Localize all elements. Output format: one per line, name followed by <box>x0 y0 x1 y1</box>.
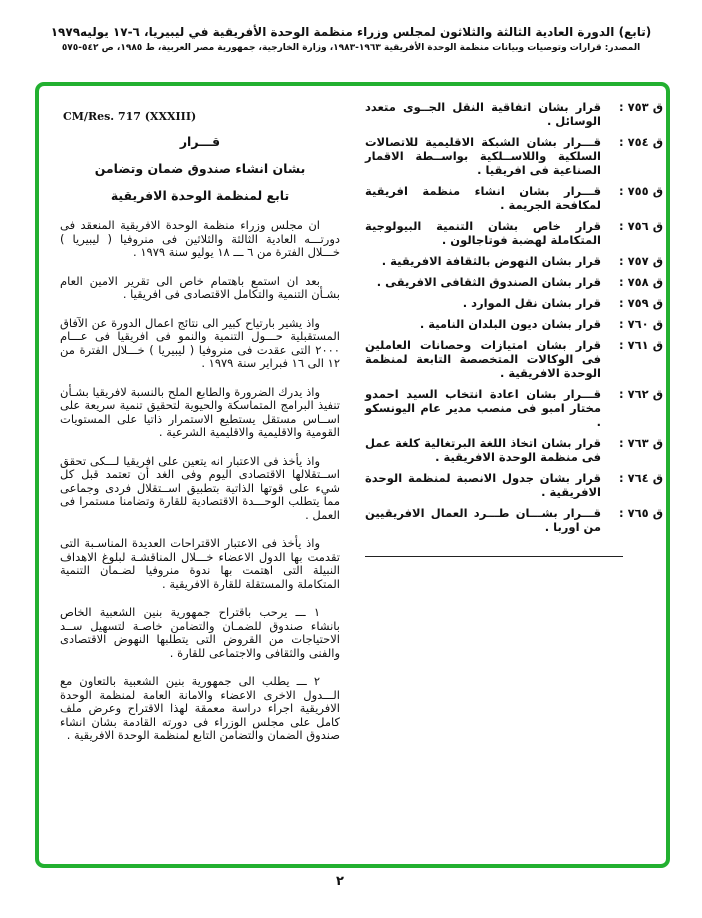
resolution-number: ق ٧٦٣ : <box>619 436 663 450</box>
resolution-title: قرار بشان اتخاذ اللغة البرتغالية كلغة عمل فى منظمة الوحدة الافريقية . <box>365 436 601 464</box>
resolution-number: ق ٧٥٧ : <box>619 254 663 268</box>
resolution-heading: قـــرار <box>179 134 221 149</box>
resolution-number: ق ٧٥٩ : <box>619 296 663 310</box>
resolution-title: قرار بشان اتفاقية النقل الجــوى متعدد الوسائل . <box>365 100 601 128</box>
resolution-title: قـــرار بشان اعادة انتخاب السيد احمدو مختار امبو فى منصب مدير عام اليونسكو . <box>365 387 601 429</box>
list-item <box>365 100 663 128</box>
resolution-body <box>60 134 340 743</box>
resolution-subject-2: تابع لمنظمة الوحدة الافريقية <box>110 188 290 203</box>
divider <box>365 556 623 557</box>
resolution-title: قرار بشان الصندوق الثقافى الافريقى . <box>376 275 601 289</box>
resolution-number: ق ٧٥٦ : <box>619 219 663 233</box>
list-item <box>365 184 663 212</box>
list-item <box>365 296 663 310</box>
page-number: ٢ <box>336 874 344 889</box>
list-item <box>365 135 663 177</box>
resolution-title: قـــرار بشان انشاء منظمة افريقية لمكافحة الجريمة . <box>365 184 601 212</box>
resolution-title: قرار بشان جدول الانصبة لمنظمة الوحدة الافريقية . <box>365 471 601 499</box>
page-header <box>10 24 692 54</box>
resolution-title: قرار بشان امتيازات وحصانات العاملين فى الوكالات المتخصصة التابعة لمنظمة الوحدة الافريقية . <box>365 338 601 380</box>
resolution-title: قرار بشان النهوض بالثقافة الافريقية . <box>381 254 601 268</box>
resolution-number: ق ٧٦٢ : <box>619 387 663 401</box>
list-item <box>365 436 663 464</box>
paragraph: واذ يدرك الضرورة والطابع الملح بالنسبة لافريقيا بشـأن تنفيذ البرامج المتماسكة والحيوية لتحقيق تنمية سريعة على اســاس مستقل يستطيع الاستمرار ذاتيا على المستويات القومية والاقليمية والاقليمية الشرعية . <box>60 384 340 439</box>
source-citation: المصدر: قرارات وتوصيات وبيانات منظمة الوحدة الأفريقية ١٩٦٣-١٩٨٣، وزارة الخارجية، جمهورية مصر العربية، ط ١٩٨٥، ص ٥٤٢-٥٧٥ <box>61 43 641 53</box>
resolution-number: ق ٧٦٠ : <box>619 317 663 331</box>
list-item <box>365 471 663 499</box>
resolution-title: قرار خاص بشان التنمية البيولوجية المتكاملة لهضبة فوتاجالون . <box>365 219 601 247</box>
list-item <box>365 506 663 534</box>
resolution-number: ق ٧٥٣ : <box>619 100 663 114</box>
paragraph: واذ يشير بارتياح كبير الى نتائج اعمال الدورة عن الآفاق المستقبلية حـــول التنمية والنمو فى افريقيا فى عـــام ٢٠٠٠ التى عقدت فى منروفيا ( ليبيريا ) خـــلال الفترة من ١٢ الى ١٦ فبراير سنة ١٩٧٩ . <box>60 315 340 370</box>
list-item <box>365 338 663 380</box>
list-item <box>365 275 663 289</box>
list-item <box>365 254 663 268</box>
paragraph: ٢ ـــ يطلب الى جمهورية بنين الشعبية بالتعاون مع الـــدول الاخرى الاعضاء والامانة العامة لمنظمة الوحدة الافريقية اجراء دراسة معمقة لهذا الاقتراح وعرض ملف كامل على مجلس الوزراء فى دورته القادمة بشان انشاء صندوق الضمان والتضامن التابع لمنظمة الوحدة الافريقية . <box>60 674 340 742</box>
resolution-title: قرار بشان نقل الموارد . <box>462 296 601 310</box>
resolution-number: ق ٧٥٨ : <box>619 275 663 289</box>
resolution-number: ق ٧٥٥ : <box>619 184 663 198</box>
paragraph: بعد ان استمع باهتمام خاص الى تقرير الامين العام بشـأن التنمية والتكامل الاقتصادى فى افريقيا . <box>60 273 340 301</box>
document-title: (تابع) الدورة العادية الثالثة والثلاثون لمجلس وزراء منظمة الوحدة الأفريقية في ليبيريا، ٦-١٧ يوليه١٩٧٩ <box>50 25 652 39</box>
resolution-title: قرار بشان ديون البلدان النامية . <box>419 317 601 331</box>
list-item <box>365 219 663 247</box>
resolution-number: ق ٧٦١ : <box>619 338 663 352</box>
paragraph: واذ يأخذ فى الاعتبار انه يتعين على افريقيا لـــكى تحقق اســتقلالها الاقتصادى اليوم وفى الغد أن تعتمد قبل كل شيء على قوتها الذاتية بتطبيق اســتقلال فردى وجماعى مما يتطلب الوحـــدة الاقتصادية للقارة وتضامنا مستمرا فى العمل . <box>60 453 340 522</box>
paragraph: ان مجلس وزراء منظمة الوحدة الافريقية المنعقد فى دورتـــه العادية الثالثة والثلاثين فى منروفيا ( ليبيريا ) خـــلال الفترة من ٦ ـــ ١٨ يوليو سنة ١٩٧٩ . <box>60 218 340 259</box>
resolution-title: قـــرار بشـــان طـــرد العمال الافريقيين من اوربا . <box>365 506 601 534</box>
resolution-reference: CM/Res. 717 (XXXIII) <box>63 110 197 123</box>
paragraph: ١ ـــ يرحب باقتراح جمهورية بنين الشعبية الخاص بانشاء صندوق للضمـان والتضامن خاصـة لتسهيل ســد الاحتياجات من القروض التى يتطلبها النهوض الاقتصادى والفنى والثقافى والاجتماعى للقارة . <box>60 605 340 660</box>
list-item <box>365 317 663 331</box>
resolution-number: ق ٧٦٥ : <box>619 506 663 520</box>
resolution-subject: بشان انشاء صندوق ضمان وتضامن <box>94 161 306 176</box>
resolution-number: ق ٧٦٤ : <box>619 471 663 485</box>
resolution-title: قـــرار بشان الشبكة الاقليمية للاتصالات السلكية واللاســلكية بواســطة الاقمار الصناعية فى افريقيا . <box>365 135 601 177</box>
list-item <box>365 387 663 429</box>
resolutions-list <box>365 100 663 557</box>
resolution-number: ق ٧٥٤ : <box>619 135 663 149</box>
paragraph: واذ يأخذ فى الاعتبار الاقتراحات العديدة المناسـبة التى تقدمت بها الدول الاعضاء خـــلال المناقشـة لبلوغ الاهداف النبيلة التى اهتمت بها ندوة منروفيا لضـمان التنمية المتكاملة والمستقلة للقارة الافريقية . <box>60 536 340 591</box>
